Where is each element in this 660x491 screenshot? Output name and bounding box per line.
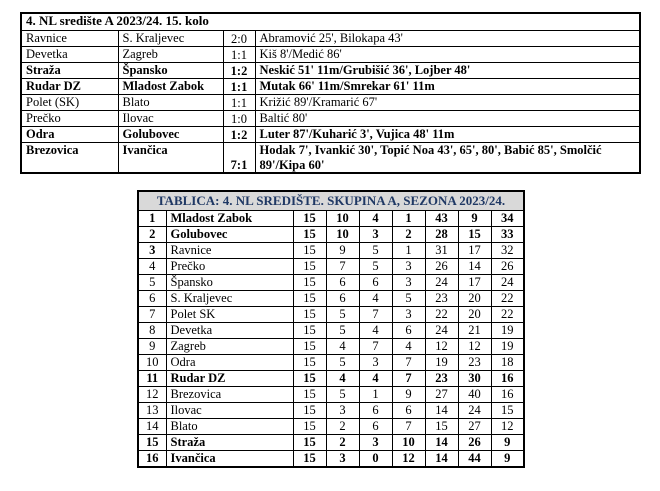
goals-against-cell: 40 [458,387,491,403]
wins-cell: 10 [326,211,359,227]
points-cell: 15 [491,403,524,419]
played-cell: 15 [293,371,326,387]
match-row [21,127,640,143]
standings-row [138,355,524,371]
draws-cell: 3 [359,435,392,451]
team-cell: Ilovac [166,403,293,419]
points-cell: 22 [491,291,524,307]
points-cell: 34 [491,211,524,227]
played-cell: 15 [293,243,326,259]
position-cell: 3 [138,243,166,259]
home-team-cell: Straža [21,63,118,79]
goals-for-cell: 19 [425,355,458,371]
goals-for-cell: 24 [425,323,458,339]
position-cell: 14 [138,419,166,435]
losses-cell: 4 [392,339,425,355]
wins-cell: 9 [326,243,359,259]
position-cell: 11 [138,371,166,387]
played-cell: 15 [293,451,326,467]
score-cell: 2:0 [223,31,255,47]
losses-cell: 10 [392,435,425,451]
position-cell: 6 [138,291,166,307]
goals-for-cell: 14 [425,435,458,451]
standings-row [138,307,524,323]
goals-against-cell: 24 [458,403,491,419]
score-cell: 1:1 [223,79,255,95]
home-team-cell: Prečko [21,111,118,127]
points-cell: 18 [491,355,524,371]
goals-against-cell: 30 [458,371,491,387]
position-cell: 16 [138,451,166,467]
team-cell: Polet SK [166,307,293,323]
team-cell: Mladost Zabok [166,211,293,227]
losses-cell: 7 [392,371,425,387]
goals-for-cell: 22 [425,307,458,323]
draws-cell: 0 [359,451,392,467]
points-cell: 32 [491,243,524,259]
losses-cell: 2 [392,227,425,243]
points-cell: 9 [491,435,524,451]
losses-cell: 1 [392,243,425,259]
losses-cell: 3 [392,259,425,275]
losses-cell: 3 [392,307,425,323]
losses-cell: 12 [392,451,425,467]
played-cell: 15 [293,307,326,323]
home-team-cell: Rudar DZ [21,79,118,95]
position-cell: 9 [138,339,166,355]
home-team-cell: Odra [21,127,118,143]
goals-for-cell: 14 [425,403,458,419]
away-team-cell: Mladost Zabok [118,79,223,95]
score-cell: 1:1 [223,47,255,63]
team-cell: Ivančica [166,451,293,467]
scorers-cell: Križić 89'/Kramarić 67' [255,95,640,111]
draws-cell: 4 [359,291,392,307]
standings-row [138,211,524,227]
away-team-cell: Golubovec [118,127,223,143]
losses-cell: 5 [392,291,425,307]
goals-for-cell: 24 [425,275,458,291]
goals-against-cell: 21 [458,323,491,339]
wins-cell: 5 [326,387,359,403]
points-cell: 16 [491,371,524,387]
goals-against-cell: 9 [458,211,491,227]
away-team-cell: S. Kraljevec [118,31,223,47]
position-cell: 8 [138,323,166,339]
draws-cell: 3 [359,227,392,243]
wins-cell: 2 [326,435,359,451]
draws-cell: 7 [359,307,392,323]
wins-cell: 7 [326,259,359,275]
points-cell: 9 [491,451,524,467]
standings-row [138,291,524,307]
home-team-cell: Devetka [21,47,118,63]
played-cell: 15 [293,355,326,371]
standings-title-row [138,191,524,211]
team-cell: Odra [166,355,293,371]
match-results-table [20,12,641,174]
draws-cell: 4 [359,323,392,339]
draws-cell: 6 [359,419,392,435]
scorers-cell: Baltić 80' [255,111,640,127]
match-row [21,79,640,95]
results-table-title: 4. NL središte A 2023/24. 15. kolo [21,13,640,31]
team-cell: Rudar DZ [166,371,293,387]
team-cell: Brezovica [166,387,293,403]
losses-cell: 3 [392,275,425,291]
goals-against-cell: 17 [458,275,491,291]
scorers-cell: Neskić 51' 11m/Grubišić 36', Lojber 48' [255,63,640,79]
wins-cell: 2 [326,419,359,435]
wins-cell: 5 [326,323,359,339]
points-cell: 26 [491,259,524,275]
goals-against-cell: 26 [458,435,491,451]
home-team-cell: Polet (SK) [21,95,118,111]
played-cell: 15 [293,435,326,451]
match-row [21,143,640,174]
played-cell: 15 [293,387,326,403]
wins-cell: 4 [326,371,359,387]
away-team-cell: Zagreb [118,47,223,63]
away-team-cell: Blato [118,95,223,111]
played-cell: 15 [293,211,326,227]
wins-cell: 4 [326,339,359,355]
draws-cell: 1 [359,387,392,403]
goals-for-cell: 31 [425,243,458,259]
points-cell: 24 [491,275,524,291]
losses-cell: 6 [392,403,425,419]
scorers-cell: Luter 87'/Kuharić 3', Vujica 48' 11m [255,127,640,143]
position-cell: 10 [138,355,166,371]
losses-cell: 1 [392,211,425,227]
played-cell: 15 [293,275,326,291]
goals-for-cell: 14 [425,451,458,467]
score-cell: 7:1 [223,143,255,174]
team-cell: S. Kraljevec [166,291,293,307]
score-cell: 1:0 [223,111,255,127]
away-team-cell: Ivančica [118,143,223,174]
played-cell: 15 [293,259,326,275]
wins-cell: 3 [326,451,359,467]
played-cell: 15 [293,227,326,243]
losses-cell: 6 [392,323,425,339]
points-cell: 16 [491,387,524,403]
team-cell: Špansko [166,275,293,291]
match-row [21,47,640,63]
draws-cell: 5 [359,243,392,259]
position-cell: 2 [138,227,166,243]
scorers-cell: Mutak 66' 11m/Smrekar 61' 11m [255,79,640,95]
score-cell: 1:2 [223,63,255,79]
position-cell: 13 [138,403,166,419]
away-team-cell: Špansko [118,63,223,79]
draws-cell: 7 [359,339,392,355]
away-team-cell: Ilovac [118,111,223,127]
draws-cell: 5 [359,259,392,275]
standings-row [138,387,524,403]
position-cell: 4 [138,259,166,275]
goals-against-cell: 15 [458,227,491,243]
goals-against-cell: 20 [458,291,491,307]
draws-cell: 3 [359,355,392,371]
wins-cell: 5 [326,307,359,323]
position-cell: 7 [138,307,166,323]
scorers-cell: Abramović 25', Bilokapa 43' [255,31,640,47]
standings-row [138,227,524,243]
points-cell: 33 [491,227,524,243]
team-cell: Straža [166,435,293,451]
played-cell: 15 [293,403,326,419]
score-cell: 1:2 [223,127,255,143]
standings-row [138,435,524,451]
results-title-row [21,13,640,31]
position-cell: 12 [138,387,166,403]
goals-against-cell: 17 [458,243,491,259]
goals-against-cell: 27 [458,419,491,435]
goals-for-cell: 26 [425,259,458,275]
goals-against-cell: 20 [458,307,491,323]
draws-cell: 6 [359,275,392,291]
goals-against-cell: 44 [458,451,491,467]
losses-cell: 7 [392,355,425,371]
standings-row [138,451,524,467]
goals-for-cell: 23 [425,371,458,387]
points-cell: 19 [491,339,524,355]
losses-cell: 9 [392,387,425,403]
goals-for-cell: 27 [425,387,458,403]
played-cell: 15 [293,323,326,339]
team-cell: Zagreb [166,339,293,355]
draws-cell: 4 [359,211,392,227]
match-row [21,111,640,127]
standings-row [138,339,524,355]
goals-for-cell: 43 [425,211,458,227]
scorers-cell: Kiš 8'/Medić 86' [255,47,640,63]
match-row [21,31,640,47]
wins-cell: 3 [326,403,359,419]
team-cell: Prečko [166,259,293,275]
goals-against-cell: 14 [458,259,491,275]
goals-against-cell: 23 [458,355,491,371]
scorers-cell: Hodak 7', Ivankić 30', Topić Noa 43', 65', 80', Babić 85', Smolčić 89'/Kipa 60' [255,143,640,174]
home-team-cell: Brezovica [21,143,118,174]
standings-row [138,371,524,387]
points-cell: 19 [491,323,524,339]
standings-row [138,323,524,339]
played-cell: 15 [293,339,326,355]
goals-for-cell: 15 [425,419,458,435]
league-standings-table [137,190,525,468]
standings-table-title: TABLICA: 4. NL SREDIŠTE. SKUPINA A, SEZONA 2023/24. [138,191,524,211]
team-cell: Golubovec [166,227,293,243]
goals-for-cell: 28 [425,227,458,243]
standings-row [138,243,524,259]
points-cell: 22 [491,307,524,323]
goals-against-cell: 12 [458,339,491,355]
standings-row [138,419,524,435]
wins-cell: 5 [326,355,359,371]
points-cell: 12 [491,419,524,435]
team-cell: Blato [166,419,293,435]
wins-cell: 10 [326,227,359,243]
position-cell: 5 [138,275,166,291]
home-team-cell: Ravnice [21,31,118,47]
played-cell: 15 [293,291,326,307]
standings-row [138,275,524,291]
played-cell: 15 [293,419,326,435]
standings-row [138,259,524,275]
position-cell: 1 [138,211,166,227]
losses-cell: 7 [392,419,425,435]
position-cell: 15 [138,435,166,451]
wins-cell: 6 [326,275,359,291]
match-row [21,95,640,111]
goals-for-cell: 23 [425,291,458,307]
draws-cell: 4 [359,371,392,387]
team-cell: Devetka [166,323,293,339]
wins-cell: 6 [326,291,359,307]
goals-for-cell: 12 [425,339,458,355]
team-cell: Ravnice [166,243,293,259]
score-cell: 1:1 [223,95,255,111]
standings-row [138,403,524,419]
match-row [21,63,640,79]
draws-cell: 6 [359,403,392,419]
